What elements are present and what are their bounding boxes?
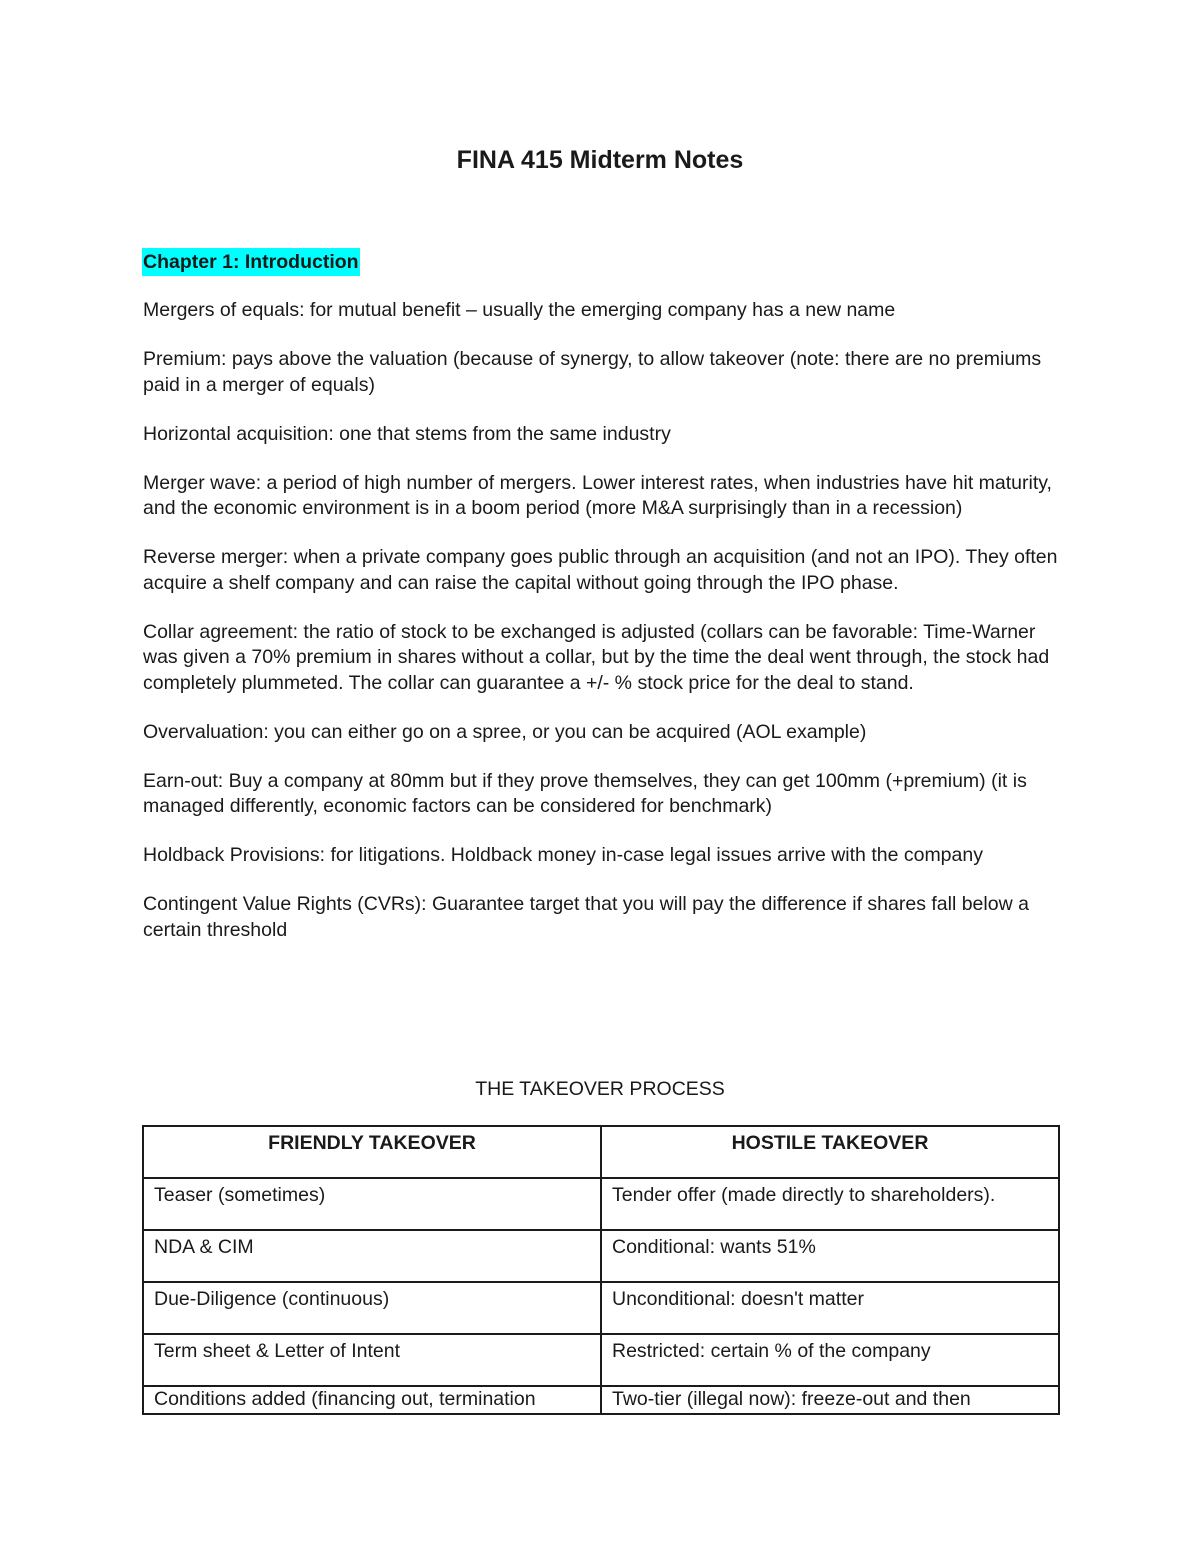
paragraph-horizontal-acquisition: Horizontal acquisition: one that stems from the same industry: [143, 422, 671, 445]
paragraph-mergers-of-equals: Mergers of equals: for mutual benefit – usually the emerging company has a new name: [143, 299, 896, 321]
table-cell: Teaser (sometimes): [143, 1178, 601, 1230]
table-header-hostile: HOSTILE TAKEOVER: [601, 1126, 1059, 1178]
table-cell: Restricted: certain % of the company: [601, 1334, 1059, 1386]
table-row: [143, 1386, 1059, 1414]
table-header-friendly: FRIENDLY TAKEOVER: [143, 1126, 601, 1178]
notes-body: [143, 298, 1063, 967]
paragraph-reverse-merger: Reverse merger: when a private company goes public through an acquisition (and not an IPO). They often acquire a shelf company and can raise the capital without going through the IPO phase.: [143, 546, 1058, 594]
paragraph-merger-wave: Merger wave: a period of high number of mergers. Lower interest rates, when industries have hit maturity, and the economic environment is in a boom period (more M&A surprisingly than in a recession): [143, 471, 1052, 519]
section-heading: THE TAKEOVER PROCESS: [475, 1078, 725, 1100]
table-cell: Unconditional: doesn't matter: [601, 1282, 1059, 1334]
table-cell: Two-tier (illegal now): freeze-out and then: [601, 1386, 1059, 1414]
table-cell: Tender offer (made directly to shareholders).: [601, 1178, 1059, 1230]
paragraph-earn-out: Earn-out: Buy a company at 80mm but if they prove themselves, they can get 100mm (+premium) (it is managed differently, economic factors can be considered for benchmark): [143, 769, 1027, 817]
paragraph-overvaluation: Overvaluation: you can either go on a spree, or you can be acquired (AOL example): [143, 720, 867, 743]
paragraph-collar-agreement: Collar agreement: the ratio of stock to be exchanged is adjusted (collars can be favorable: Time-Warner was given a 70% premium in shares without a collar, but by the time the deal went through, the stock had completely plummeted. The collar can guarantee a +/- % stock price for the deal to stand.: [143, 620, 1050, 694]
table-cell: Due-Diligence (continuous): [143, 1282, 601, 1334]
table-row: [143, 1230, 1059, 1282]
table-row: [143, 1282, 1059, 1334]
takeover-table: [142, 1125, 1060, 1415]
table-header-row: [143, 1126, 1059, 1178]
table-cell: NDA & CIM: [143, 1230, 601, 1282]
chapter-heading: Chapter 1: Introduction: [142, 248, 360, 276]
page-title: FINA 415 Midterm Notes: [456, 146, 744, 174]
table-row: [143, 1334, 1059, 1386]
table-cell: Conditions added (financing out, termination: [143, 1386, 601, 1414]
paragraph-contingent-value-rights: Contingent Value Rights (CVRs): Guarantee target that you will pay the difference if shares fall below a certain threshold: [143, 893, 1029, 941]
table-row: [143, 1178, 1059, 1230]
paragraph-premium: Premium: pays above the valuation (because of synergy, to allow takeover (note: there are no premiums paid in a merger of equals): [143, 348, 1042, 396]
paragraph-holdback-provisions: Holdback Provisions: for litigations. Holdback money in-case legal issues arrive with the company: [143, 844, 983, 866]
table-cell: Term sheet & Letter of Intent: [143, 1334, 601, 1386]
table-cell: Conditional: wants 51%: [601, 1230, 1059, 1282]
